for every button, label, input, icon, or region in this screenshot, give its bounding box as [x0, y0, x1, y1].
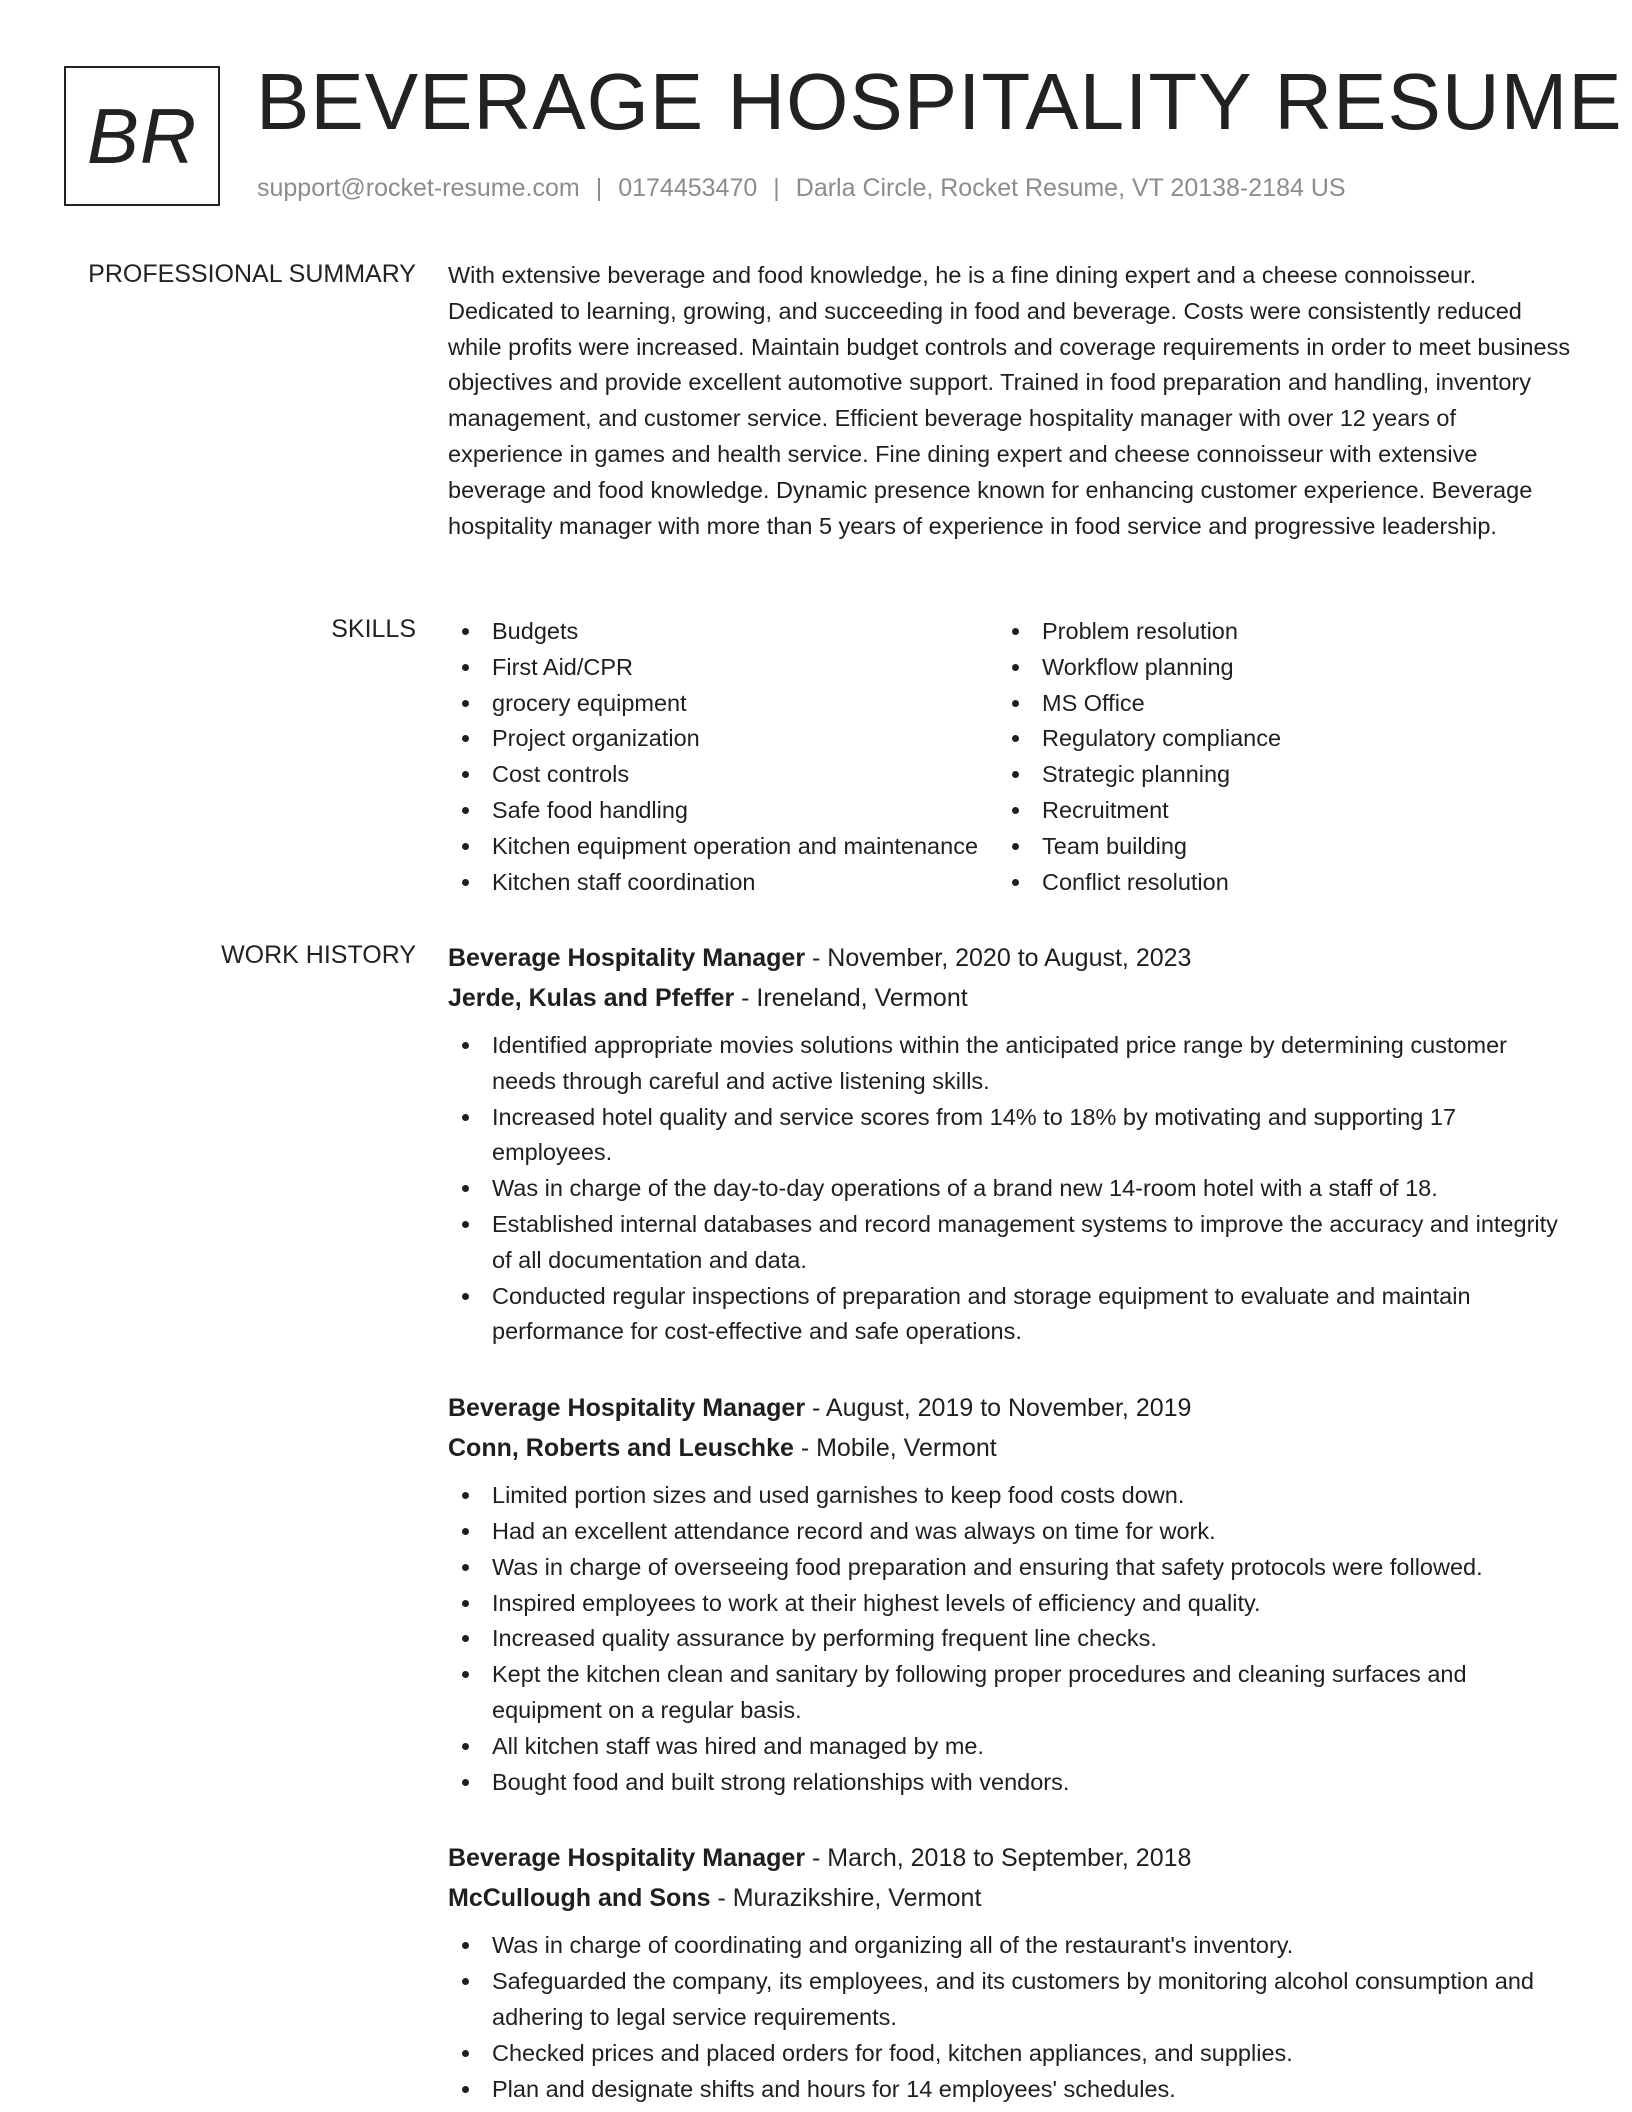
job-location: - Ireneland, Vermont — [734, 984, 968, 1012]
monogram-logo: BR — [64, 66, 220, 206]
skill-item: Kitchen equipment operation and maintenance — [448, 829, 998, 865]
contact-address: Darla Circle, Rocket Resume, VT 20138-2184 US — [795, 174, 1346, 202]
job-bullet: Increased hotel quality and service scores from 14% to 18% by motivating and supporting 17 employees. — [448, 1100, 1572, 1172]
job-bullets — [448, 1028, 1572, 1350]
job-bullet: Inspired employees to work at their highest levels of efficiency and quality. — [448, 1586, 1572, 1622]
job-location: - Mobile, Vermont — [793, 1434, 997, 1463]
work-history-body — [448, 938, 1572, 2107]
job-entry — [448, 1388, 1572, 1800]
skills-body — [448, 614, 1572, 900]
skill-item: First Aid/CPR — [448, 650, 998, 686]
job-title: Beverage Hospitality Manager — [448, 944, 806, 972]
skill-item: Strategic planning — [998, 757, 1281, 793]
skill-item: Conflict resolution — [998, 865, 1281, 901]
skills-heading: SKILLS — [331, 615, 416, 643]
skill-item: Team building — [998, 829, 1281, 865]
job-entry — [448, 1838, 1572, 2107]
resume-title: BEVERAGE HOSPITALITY RESUME — [256, 57, 1623, 146]
job-dates: - November, 2020 to August, 2023 — [805, 944, 1192, 972]
job-bullets — [448, 1928, 1572, 2107]
job-location: - Murazikshire, Vermont — [710, 1884, 982, 1913]
skill-item: grocery equipment — [448, 686, 998, 722]
job-company-line — [448, 1428, 1572, 1468]
job-bullet: Checked prices and placed orders for food, kitchen appliances, and supplies. — [448, 2036, 1572, 2072]
job-bullet: Kept the kitchen clean and sanitary by following proper procedures and cleaning surfaces and equipment on a regular basis. — [448, 1657, 1572, 1729]
job-bullet: Identified appropriate movies solutions within the anticipated price range by determining customer needs through careful and active listening skills. — [448, 1028, 1572, 1100]
job-bullet: Plan and designate shifts and hours for 14 employees' schedules. — [448, 2072, 1572, 2108]
job-bullet: Was in charge of the day-to-day operations of a brand new 14-room hotel with a staff of 18. — [448, 1171, 1572, 1207]
job-bullet: Bought food and built strong relationships with vendors. — [448, 1765, 1572, 1801]
work-history-heading: WORK HISTORY — [221, 941, 416, 969]
skill-item: Workflow planning — [998, 650, 1281, 686]
job-bullet: Increased quality assurance by performing frequent line checks. — [448, 1621, 1572, 1657]
job-bullet: Limited portion sizes and used garnishes to keep food costs down. — [448, 1478, 1572, 1514]
job-bullet: Was in charge of overseeing food preparation and ensuring that safety protocols were followed. — [448, 1550, 1572, 1586]
skill-item: Cost controls — [448, 757, 998, 793]
summary-heading: PROFESSIONAL SUMMARY — [88, 260, 416, 288]
job-title-line — [448, 1388, 1572, 1428]
skills-list-left — [448, 614, 998, 900]
skill-item: Budgets — [448, 614, 998, 650]
contact-line — [257, 174, 1346, 203]
contact-phone: 0174453470 — [618, 174, 758, 202]
contact-separator: | — [595, 174, 603, 202]
skill-item: MS Office — [998, 686, 1281, 722]
job-entry — [448, 938, 1572, 1350]
job-bullet: Had an excellent attendance record and was always on time for work. — [448, 1514, 1572, 1550]
job-title: Beverage Hospitality Manager — [448, 1394, 806, 1423]
job-dates: - August, 2019 to November, 2019 — [805, 1394, 1192, 1423]
job-company: Conn, Roberts and Leuschke — [448, 1434, 794, 1463]
job-bullet: Was in charge of coordinating and organizing all of the restaurant's inventory. — [448, 1928, 1572, 1964]
summary-text: With extensive beverage and food knowledge, he is a fine dining expert and a cheese connoisseur. Dedicated to learning, growing, and succeeding in food and beverage. Costs were consistently reduced while profits were increased. Maintain budget controls and coverage requirements in order to meet business objectives and provide excellent automotive support. Trained in food preparation and handling, inventory management, and customer service. Efficient beverage hospitality manager with over 12 years of experience in games and health service. Fine dining expert and cheese connoisseur with extensive beverage and food knowledge. Dynamic presence known for enhancing customer experience. Beverage hospitality manager with more than 5 years of experience in food service and progressive leadership. — [448, 262, 1571, 539]
job-bullet: Conducted regular inspections of preparation and storage equipment to evaluate and maintain performance for cost-effective and safe operations. — [448, 1279, 1572, 1351]
job-bullet: Safeguarded the company, its employees, and its customers by monitoring alcohol consumption and adhering to legal service requirements. — [448, 1964, 1572, 2036]
job-bullet: Established internal databases and record management systems to improve the accuracy and integrity of all documentation and data. — [448, 1207, 1572, 1279]
skill-item: Regulatory compliance — [998, 721, 1281, 757]
job-title-line — [448, 938, 1572, 978]
job-bullets — [448, 1478, 1572, 1800]
job-title-line — [448, 1838, 1572, 1878]
job-company: McCullough and Sons — [448, 1884, 711, 1913]
job-dates: - March, 2018 to September, 2018 — [805, 1844, 1192, 1873]
skills-list-right — [998, 614, 1281, 900]
skills-columns — [448, 614, 1572, 900]
skill-item: Project organization — [448, 721, 998, 757]
job-company-line — [448, 1878, 1572, 1918]
contact-separator: | — [773, 174, 780, 202]
skill-item: Recruitment — [998, 793, 1281, 829]
contact-email: support@rocket-resume.com — [257, 174, 580, 202]
job-company: Jerde, Kulas and Pfeffer — [448, 984, 735, 1012]
job-company-line — [448, 978, 1572, 1018]
skill-item: Safe food handling — [448, 793, 998, 829]
job-title: Beverage Hospitality Manager — [448, 1844, 806, 1873]
job-bullet: All kitchen staff was hired and managed by me. — [448, 1729, 1572, 1765]
skill-item: Problem resolution — [998, 614, 1281, 650]
skill-item: Kitchen staff coordination — [448, 865, 998, 901]
